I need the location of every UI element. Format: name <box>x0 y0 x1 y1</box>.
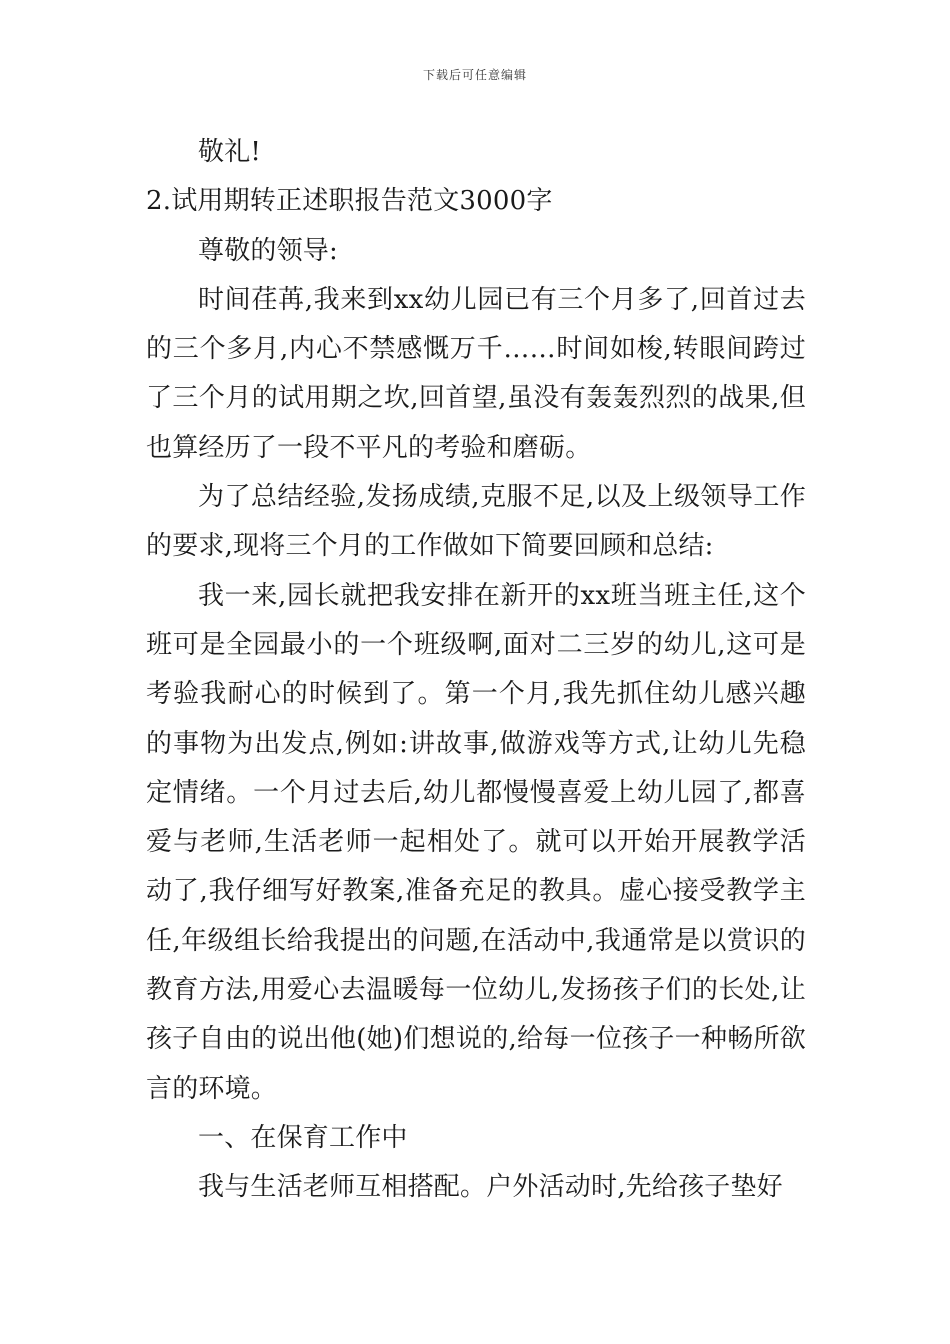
document-body <box>146 128 806 1213</box>
greeting: 尊敬的领导: <box>198 235 338 266</box>
section-heading: 2.试用期转正述职报告范文3000字 <box>146 186 553 217</box>
paragraph-class-work: 我一来,园长就把我安排在新开的xx班当班主任,这个班可是全园最小的一个班级啊,面对二三岁的幼儿,这可是考验我耐心的时候到了。第一个月,我先抓住幼儿感兴趣的事物为出发点,例如:讲故事,做游戏等方式,让幼儿先稳定情绪。一个月过去后,幼儿都慢慢喜爱上幼儿园了,都喜爱与老师,生活老师一起相处了。就可以开始开展教学活动了,我仔细写好教案,准备充足的教具。虚心接受教学主任,年级组长给我提出的问题,在活动中,我通常是以赏识的教育方法,用爱心去温暖每一位幼儿,发扬孩子们的长处,让孩子自由的说出他(她)们想说的,给每一位孩子一种畅所欲言的环境。 <box>146 580 806 1104</box>
paragraph-care-work: 我与生活老师互相搭配。户外活动时,先给孩子垫好 <box>198 1172 783 1203</box>
closing-salutation: 敬礼! <box>198 137 262 167</box>
paragraph-purpose: 为了总结经验,发扬成绩,克服不足,以及上级领导工作的要求,现将三个月的工作做如下简要回顾和总结: <box>146 482 806 562</box>
subheading-care-work: 一、在保育工作中 <box>198 1122 408 1153</box>
page-header-note: 下载后可任意编辑 <box>422 68 527 82</box>
paragraph-intro: 时间荏苒,我来到xx幼儿园已有三个月多了,回首过去的三个多月,内心不禁感慨万千……时间如梭,转眼间跨过了三个月的试用期之坎,回首望,虽没有轰轰烈烈的战果,但也算经历了一段不平凡的考验和磨砺。 <box>146 284 806 463</box>
